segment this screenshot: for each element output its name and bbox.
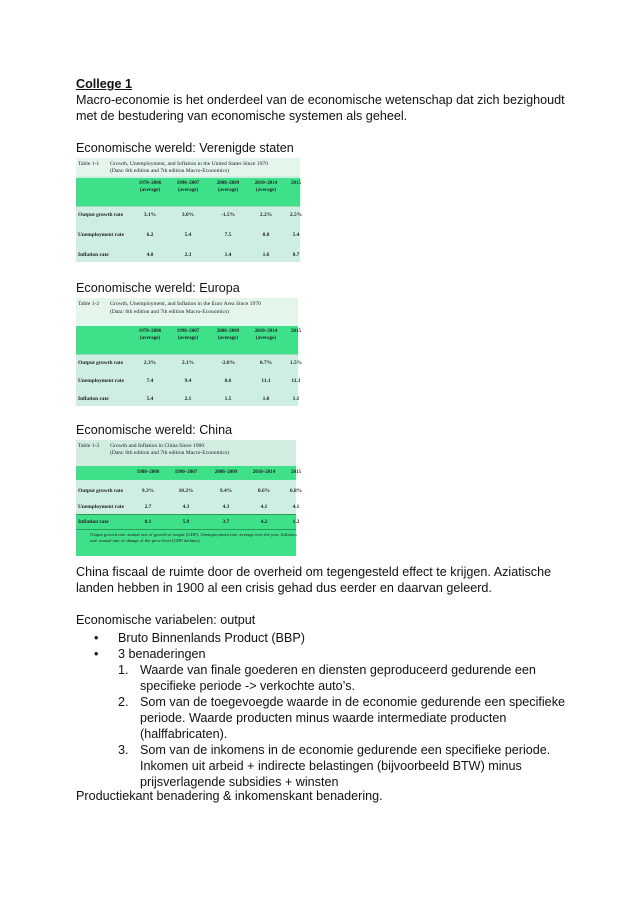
intro-paragraph: Macro-economie is het onderdeel van de economische wetenschap dat zich bezighoudt met de bestudering van economische systemen als geheel. [76, 93, 565, 123]
table-cell: 2.2% [259, 212, 273, 218]
table-image-europe [76, 298, 303, 406]
table-subtitle: (Data: 6th edition and 7th edition Macro-Economics) [110, 168, 229, 174]
table-cell: 7.4 [146, 378, 154, 384]
column-period: 2015 [291, 470, 301, 475]
table-cell: 2.3 [184, 252, 192, 258]
table-label: Table 1-3 [78, 443, 100, 449]
table-label: Table 1-1 [78, 161, 100, 167]
column-period: 1980–2006 [136, 470, 160, 475]
table-cell: 1.4 [224, 252, 232, 258]
table-cell: 3.1% [143, 212, 157, 218]
table-row-label: Output growth rate [78, 360, 124, 366]
table-column-header [278, 180, 314, 187]
table-cell: 10.2% [178, 488, 194, 494]
approach-number: 2. [118, 695, 129, 709]
section-caption-usa: Economische wereld: Verenigde staten [76, 141, 294, 155]
table-title: Growth and Inflation in China Since 1980 [110, 443, 205, 449]
table-column-header [278, 328, 314, 335]
table-cell: 6.8% [289, 488, 303, 494]
table-title: Growth, Unemployment, and Inflation in the United States Since 1970 [110, 161, 268, 167]
table-image-china [76, 440, 303, 556]
column-period: 1990–2007 [174, 470, 198, 475]
bullet-list [94, 630, 305, 662]
table-cell: 8.6% [257, 488, 271, 494]
table-cell: 2.3% [143, 360, 157, 366]
table-cell: 5.9 [182, 519, 190, 525]
table-title: Growth, Unemployment, and Inflation in the Euro Area Since 1970 [110, 301, 261, 307]
table-cell: 4.3 [222, 504, 230, 510]
table-image-usa [76, 158, 303, 262]
table-cell: 0.7% [259, 360, 273, 366]
column-period: 1970–2006 [138, 329, 162, 334]
table-cell: -1.5% [221, 212, 235, 218]
column-period: 2010–2014 [254, 181, 278, 186]
variables-heading: Economische variabelen: output [76, 613, 256, 627]
table-cell: 2.5% [289, 212, 303, 218]
table-cell: 9.4% [219, 488, 233, 494]
table-row-label: Output growth rate [78, 488, 124, 494]
column-average: (average) [178, 188, 198, 193]
bullet-item: • Bruto Binnenlands Product (BBP) [94, 630, 305, 646]
table-column-header [210, 328, 246, 342]
approaches-list [118, 662, 568, 790]
table-row-label: Unemployment rate [78, 504, 124, 510]
table-cell: 1.5% [289, 360, 303, 366]
table-cell: 1.6 [262, 252, 270, 258]
table-cell: 4.1 [292, 504, 300, 510]
table-column-header [246, 469, 282, 476]
table-cell: 5.4 [184, 232, 192, 238]
approach-number: 1. [118, 663, 129, 677]
table-cell: 4.1 [260, 504, 268, 510]
table-column-header [130, 469, 166, 476]
table-row-label: Output growth rate [78, 212, 124, 218]
table-cell: 4.0 [146, 252, 154, 258]
table-cell: 4.3 [182, 504, 190, 510]
table-row-label: Inflation rate [78, 396, 109, 402]
column-average: (average) [178, 336, 198, 341]
table-cell: 9.4 [184, 378, 192, 384]
table-column-header [278, 469, 314, 476]
table-cell: 1.5 [224, 396, 232, 402]
column-average: (average) [140, 336, 160, 341]
closing-line: Productiekant benadering & inkomenskant benadering. [76, 789, 383, 803]
table-cell: 5.4 [292, 232, 300, 238]
approach-text: Som van de toegevoegde waarde in de economie gedurende een specifieke periode. Waarde producten minus waarde intermediate producten (halffabricaten). [140, 695, 565, 741]
table-cell: 3.0% [181, 212, 195, 218]
bullet-item: • 3 benaderingen [94, 646, 305, 662]
table-cell: -2.0% [221, 360, 235, 366]
table-row-label: Inflation rate [78, 519, 109, 525]
table-cell: 11.1 [261, 378, 271, 384]
table-row-label: Unemployment rate [78, 232, 124, 238]
table-cell: 1.1 [292, 396, 300, 402]
column-average: (average) [256, 188, 276, 193]
table-column-header [208, 469, 244, 476]
column-average: (average) [218, 336, 238, 341]
table-column-header [132, 180, 168, 194]
table-cell: 3.7 [222, 519, 230, 525]
column-period: 1970–2006 [138, 181, 162, 186]
column-period: 2010–2014 [254, 329, 278, 334]
table-cell: 6.2 [146, 232, 154, 238]
table-label: Table 1-2 [78, 301, 100, 307]
table-cell: 2.1% [181, 360, 195, 366]
china-paragraph: China fiscaal de ruimte door de overheid om tegengesteld effect te krijgen. Aziatische landen hebben in 1900 al een crisis gehad dus eerder en daarvan geleerd. [76, 565, 552, 595]
column-period: 2008–2009 [214, 470, 238, 475]
table-cell: 2.7 [144, 504, 152, 510]
table-cell: 4.2 [260, 519, 268, 525]
approach-item [118, 742, 568, 790]
table-cell: 5.4 [146, 396, 154, 402]
approach-item [118, 694, 568, 742]
table-cell: 0.7 [292, 252, 300, 258]
table-column-header [132, 328, 168, 342]
table-cell: 11.1 [291, 378, 301, 384]
table-cell: 8.1 [144, 519, 152, 525]
column-period: 2008–2009 [216, 329, 240, 334]
table-column-header [170, 328, 206, 342]
column-period: 2015 [291, 181, 301, 186]
column-average: (average) [140, 188, 160, 193]
table-cell: 8.6 [224, 378, 232, 384]
column-period: 2015 [291, 329, 301, 334]
approach-item [118, 662, 568, 694]
column-average: (average) [218, 188, 238, 193]
table-row-label: Inflation rate [78, 252, 109, 258]
approach-text: Waarde van finale goederen en diensten geproduceerd gedurende een specifieke periode -> verkochte auto’s. [140, 663, 536, 693]
column-period: 2010–2014 [252, 470, 276, 475]
table-subtitle: (Data: 6th edition and 7th edition Macro-Economics) [110, 309, 229, 315]
column-period: 1990–2007 [176, 181, 200, 186]
table-column-header [168, 469, 204, 476]
table-note: Output growth rate: annual rate of growth of output (GDP). Unemployment rate: average over the year. Inflation rate: annual rate of change of the price level (GDP deflator). [90, 532, 297, 543]
table-cell: 7.5 [224, 232, 232, 238]
table-column-header [170, 180, 206, 194]
table-cell: 2.1 [184, 396, 192, 402]
table-row-label: Unemployment rate [78, 378, 124, 384]
table-cell: 1.0 [262, 396, 270, 402]
table-cell: 1.2 [292, 519, 300, 525]
column-period: 2008–2009 [216, 181, 240, 186]
approach-text: Som van de inkomens in de economie gedurende een specifieke periode. Inkomen uit arbeid + indirecte belastingen (bijvoorbeeld BTW) minus prijsverlagende subsidies + winsten [140, 743, 551, 789]
heading: College 1 [76, 77, 132, 91]
table-cell: 9.3% [141, 488, 155, 494]
section-caption-china: Economische wereld: China [76, 423, 233, 437]
table-column-header [210, 180, 246, 194]
column-average: (average) [256, 336, 276, 341]
table-subtitle: (Data: 6th edition and 7th edition Macro-Economics) [110, 450, 229, 456]
approach-number: 3. [118, 743, 129, 757]
table-cell: 8.0 [262, 232, 270, 238]
section-caption-europe: Economische wereld: Europa [76, 281, 240, 295]
column-period: 1990–2007 [176, 329, 200, 334]
